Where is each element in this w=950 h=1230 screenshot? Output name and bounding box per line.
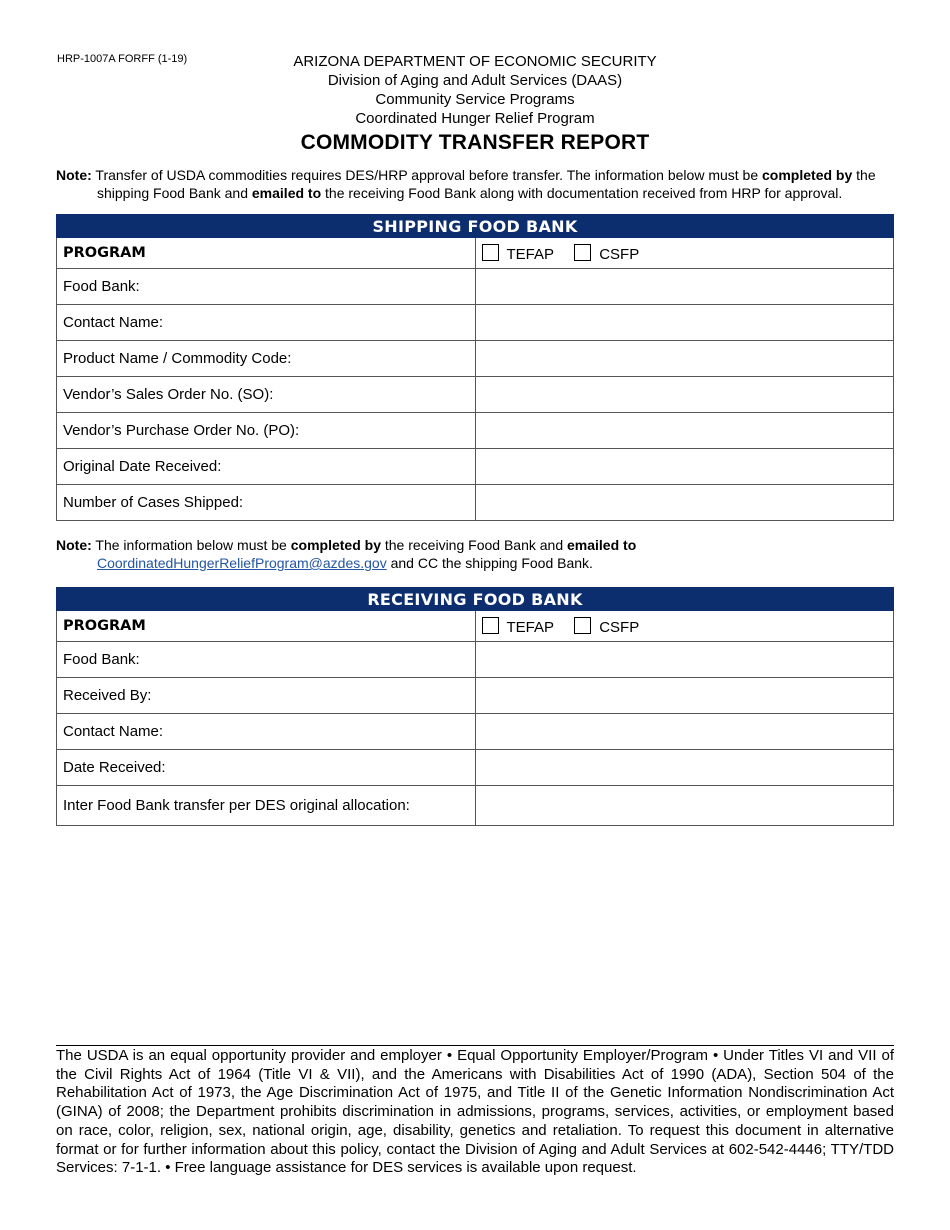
field-label: Vendor’s Sales Order No. (SO): [57,377,476,413]
note-text: the receiving Food Bank along with documentation received from HRP for approval. [321,185,843,201]
note-text: the receiving Food Bank and [380,537,567,553]
shipping-contact-name-field[interactable] [475,305,894,341]
note-label: Note: [56,537,92,553]
shipping-program-label: PROGRAM [57,238,476,269]
receiving-food-bank-table [56,587,894,826]
receiving-section-header: RECEIVING FOOD BANK [57,588,894,611]
purchase-order-field[interactable] [475,413,894,449]
date-received-field[interactable] [475,750,894,786]
receiving-program-label: PROGRAM [57,611,476,642]
field-label: Product Name / Commodity Code: [57,341,476,377]
note-text: and CC the shipping Food Bank. [386,555,593,571]
sales-order-field[interactable] [475,377,894,413]
shipping-food-bank-field[interactable] [475,269,894,305]
page-title: COMMODITY TRANSFER REPORT [300,131,650,154]
footer-divider [56,1045,894,1046]
original-date-received-field[interactable] [475,449,894,485]
field-label: Vendor’s Purchase Order No. (PO): [57,413,476,449]
shipping-section-header: SHIPPING FOOD BANK [57,215,894,238]
received-by-field[interactable] [475,678,894,714]
field-label: Contact Name: [57,305,476,341]
receiving-contact-name-field[interactable] [475,714,894,750]
receiving-food-bank-field[interactable] [475,642,894,678]
note-bold-text: emailed to [251,185,322,201]
transfer-allocation-field[interactable] [475,786,894,826]
footer-disclaimer: The USDA is an equal opportunity provider and employer • Equal Opportunity Employer/Program • Under Titles VI and VII of the Civil Rights Act of 1964 (Title VI & VII), and the Americans with Disabilities Act of 1990 (ADA), Section 504 of the Rehabilitation Act of 1973, the Age Discrimination Act of 1975, and Title II of the Genetic Information Nondiscrimination Act (GINA) of 2008; the Department prohibits discrimination in admissions, programs, services, activities, or employment based on race, color, religion, sex, national origin, age, disability, genetics and retaliation. To request this document in alternative format or for further information about this policy, contact the Division of Aging and Adult Services at 602-542-4446; TTY/TDD Services: 7-1-1. • Free language assistance for DES services is available upon request. [56,1047,894,1177]
field-label: Number of Cases Shipped: [57,485,476,521]
shipping-food-bank-table [56,214,894,521]
receiving-csfp-checkbox[interactable] [574,617,591,634]
division-name: Division of Aging and Adult Services (DAAS) [327,72,623,89]
field-label: Food Bank: [57,269,476,305]
receiving-note [56,536,894,572]
field-label: Original Date Received: [57,449,476,485]
tefap-label: TEFAP [506,245,555,263]
field-label: Contact Name: [57,714,476,750]
note-label: Note: [56,167,92,183]
note-text: Transfer of USDA commodities requires DES/HRP approval before transfer. The information below must be [91,167,763,183]
agency-header [0,52,950,128]
cases-shipped-field[interactable] [475,485,894,521]
note-bold-text: completed by [290,537,381,553]
field-label: Received By: [57,678,476,714]
tefap-label: TEFAP [506,618,555,636]
csfp-label: CSFP [599,618,640,636]
shipping-note [56,166,894,202]
program-name: Coordinated Hunger Relief Program [355,110,595,127]
shipping-program-options [475,238,894,269]
note-text: the [852,167,876,183]
program-group: Community Service Programs [375,91,575,108]
note-bold-text: emailed to [567,537,637,553]
note-text: The information below must be [91,537,291,553]
email-link[interactable]: CoordinatedHungerReliefProgram@azdes.gov [97,555,387,571]
note-indent-line [56,554,894,572]
receiving-program-options [475,611,894,642]
field-label: Date Received: [57,750,476,786]
note-text: shipping Food Bank and [97,185,252,201]
note-indent-line [56,184,894,202]
shipping-csfp-checkbox[interactable] [574,244,591,261]
form-number: HRP-1007A FORFF (1-19) [57,53,188,65]
field-label: Inter Food Bank transfer per DES original allocation: [57,786,476,826]
field-label: Food Bank: [57,642,476,678]
receiving-tefap-checkbox[interactable] [482,617,499,634]
agency-name: ARIZONA DEPARTMENT OF ECONOMIC SECURITY [293,53,657,70]
csfp-label: CSFP [599,245,640,263]
note-bold-text: completed by [762,167,853,183]
product-commodity-code-field[interactable] [475,341,894,377]
shipping-tefap-checkbox[interactable] [482,244,499,261]
